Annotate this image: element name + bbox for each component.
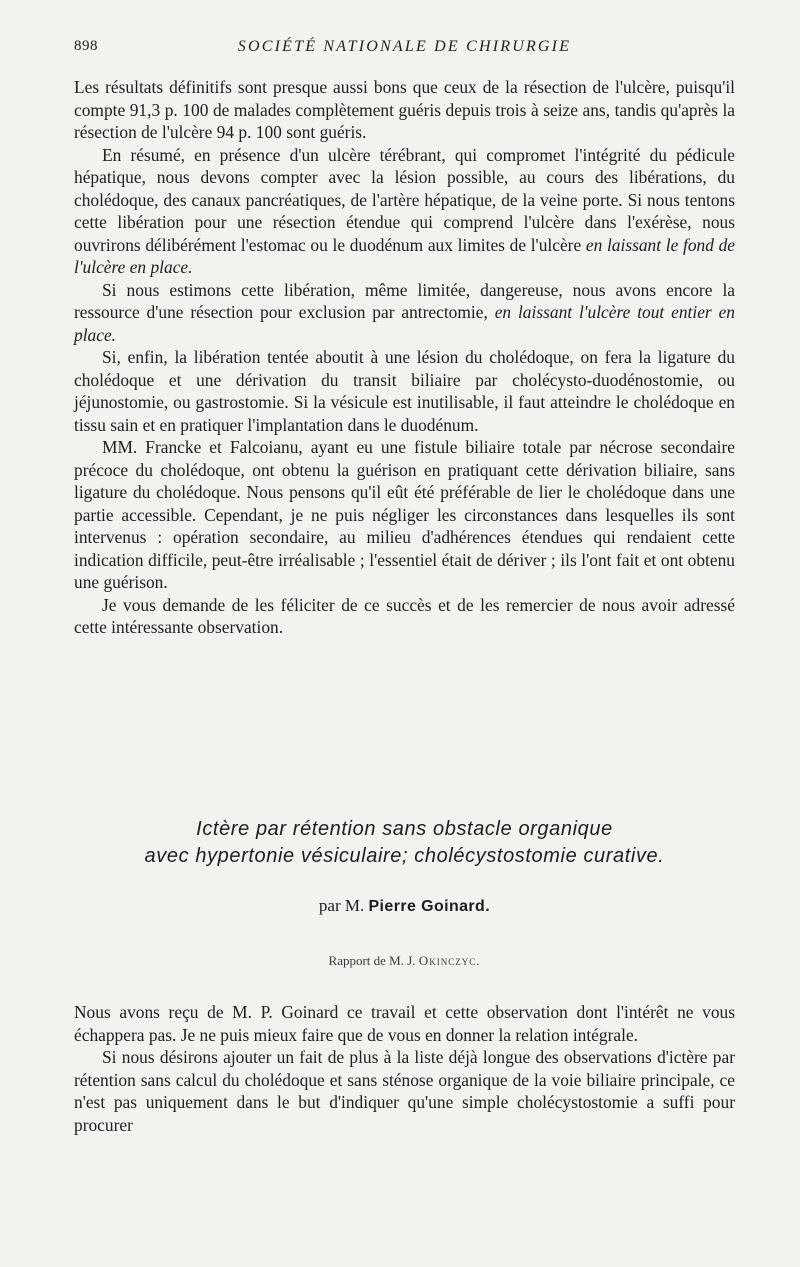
paragraph: Je vous demande de les féliciter de ce succès et de les remercier de nous avoir adressé cette intéressante observation. — [74, 594, 735, 637]
article-title-line: Ictère par rétention sans obstacle organique — [196, 818, 613, 840]
italic-phrase: en laissant le fond de l'ulcère en place. — [74, 234, 735, 277]
author-prefix: par M. — [318, 896, 365, 915]
report-prefix: Rapport de M. J. — [328, 953, 416, 968]
paragraph: Si, enfin, la libération tentée aboutit à une lésion du cholédoque, on fera la ligature du cholédoque et une dérivation du transit biliaire par cholécysto-duodénostomie, ou jéjunostomie, ou gastrostomie. Si la vésicule est inutilisable, il faut atteindre le cholédoque en tissu sain et en pratiquer l'implantation dans le duodénum. — [74, 347, 735, 435]
reporter-name: Okinczyc. — [418, 953, 481, 968]
paragraph: Nous avons reçu de M. P. Goinard ce travail et cette observation dont l'intérêt ne vous échappera pas. Je ne puis mieux faire que de vous en donner la relation intégrale. — [74, 1002, 735, 1045]
author-name: Pierre Goinard. — [368, 898, 491, 915]
previous-report-conclusion — [74, 76, 735, 639]
author-line — [74, 896, 735, 916]
paragraph — [74, 144, 735, 279]
paragraph: Les résultats définitifs sont presque aussi bons que ceux de la résection de l'ulcère, puisqu'il compte 91,3 p. 100 de malades complètement guéris depuis trois à seize ans, tandis qu'après la résection de l'ulcère 94 p. 100 sont guéris. — [74, 77, 735, 142]
article-title-line: avec hypertonie vésiculaire; cholécystostomie curative. — [144, 845, 665, 867]
paragraph-text: Si nous estimons cette libération, même limitée, dangereuse, nous avons encore la ressource d'une résection pour exclusion par antrectomie, — [74, 279, 735, 322]
journal-title: SOCIÉTÉ NATIONALE DE CHIRURGIE — [237, 38, 572, 55]
article-title — [74, 816, 735, 870]
running-header — [74, 38, 735, 60]
paragraph: Si nous désirons ajouter un fait de plus à la liste déjà longue des observations d'ictère par rétention sans calcul du cholédoque et sans sténose organique de la voie biliaire principale, ce n'est pas uniquement dans le but d'indiquer qu'une simple cholécystostomie a suffi pour procurer — [74, 1047, 735, 1135]
paragraph: MM. Francke et Falcoianu, ayant eu une fistule biliaire totale par nécrose secondaire précoce du cholédoque, ont obtenu la guérison en pratiquant cette dérivation biliaire, sans ligature du cholédoque. Nous pensons qu'il eût été préférable de lier le cholédoque dans une partie accessible. Cependant, je ne puis négliger les circonstances dans lesquelles ils sont intervenus : opération secondaire, au milieu d'adhérences étendues qui rendaient cette indication difficile, peut-être irréalisable ; l'essentiel était de dériver ; ils l'ont fait et ont obtenu une guérison. — [74, 437, 735, 592]
paragraph — [74, 279, 735, 347]
italic-phrase: en laissant l'ulcère tout entier en place. — [74, 302, 735, 345]
report-line — [74, 953, 735, 969]
page-number: 898 — [74, 38, 98, 54]
new-report-body — [74, 1001, 735, 1136]
paragraph-text: En résumé, en présence d'un ulcère térébrant, qui compromet l'intégrité du pédicule hépatique, nous devons compter avec la lésion possible, au cours des libérations, du cholédoque, des canaux pancréatiques, de l'artère hépatique, de la veine porte. Si nous tentons cette libération pour une résection étendue qui comprend l'ulcère dans l'exérèse, nous ouvrirons délibérément l'estomac ou le duodénum aux limites de l'ulcère — [74, 144, 735, 255]
